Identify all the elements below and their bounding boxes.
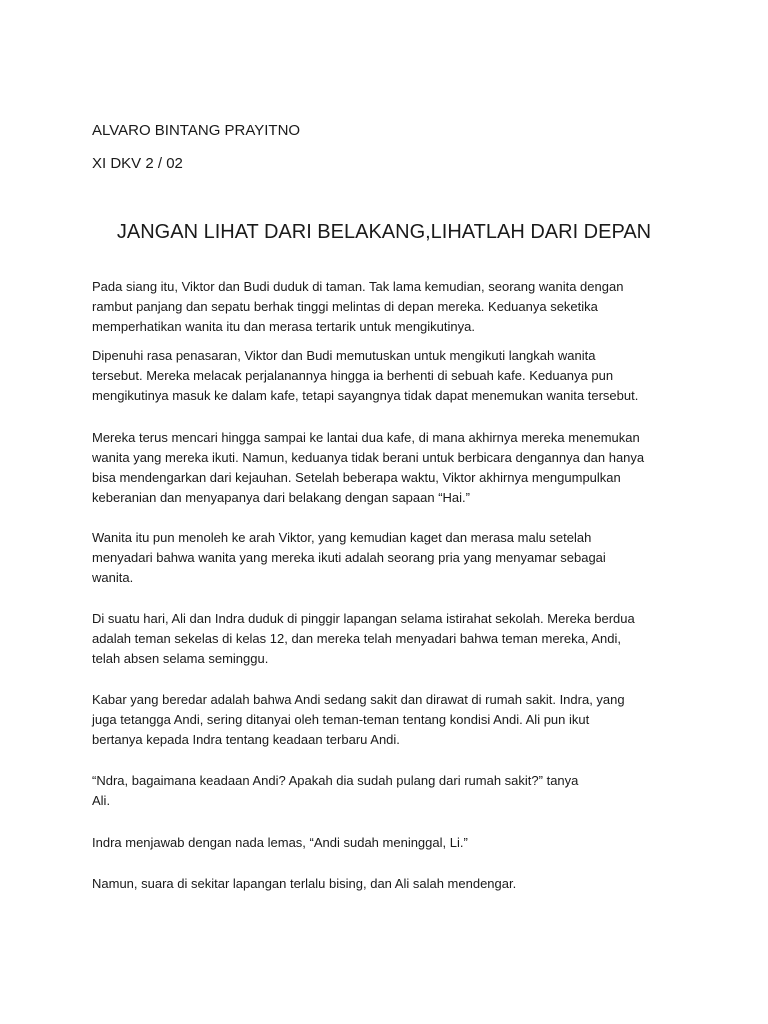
paragraph-line: keberanian dan menyapanya dari belakang dengan sapaan “Hai.” bbox=[92, 490, 470, 505]
paragraph-line: bertanya kepada Indra tentang keadaan terbaru Andi. bbox=[92, 732, 400, 747]
paragraph-line: Mereka terus mencari hingga sampai ke lantai dua kafe, di mana akhirnya mereka menemukan bbox=[92, 430, 640, 445]
document-title: JANGAN LIHAT DARI BELAKANG,LIHATLAH DARI DEPAN bbox=[116, 221, 652, 243]
class-info: XI DKV 2 / 02 bbox=[92, 155, 183, 172]
paragraph-7 bbox=[92, 771, 682, 811]
paragraph-line: adalah teman sekelas di kelas 12, dan mereka telah menyadari bahwa teman mereka, Andi, bbox=[92, 631, 621, 646]
author-name: ALVARO BINTANG PRAYITNO bbox=[92, 122, 301, 139]
paragraph-line: Pada siang itu, Viktor dan Budi duduk di taman. Tak lama kemudian, seorang wanita dengan bbox=[92, 279, 624, 294]
paragraph-line: Kabar yang beredar adalah bahwa Andi sedang sakit dan dirawat di rumah sakit. Indra, yang bbox=[92, 692, 625, 707]
paragraph-line: tersebut. Mereka melacak perjalanannya hingga ia berhenti di sebuah kafe. Keduanya pun bbox=[92, 368, 614, 383]
paragraph-6 bbox=[92, 690, 682, 750]
paragraph-line: Ali. bbox=[92, 793, 111, 808]
paragraph-line: telah absen selama seminggu. bbox=[92, 651, 269, 666]
paragraph-8 bbox=[92, 833, 682, 853]
paragraph-9 bbox=[92, 874, 682, 894]
paragraph-line: rambut panjang dan sepatu berhak tinggi melintas di depan mereka. Keduanya seketika bbox=[92, 299, 598, 314]
paragraph-5 bbox=[92, 609, 682, 669]
paragraph-line: wanita yang mereka ikuti. Namun, keduanya tidak berani untuk berbicara dengannya dan hanya bbox=[92, 450, 645, 465]
paragraph-line: menyadari bahwa wanita yang mereka ikuti adalah seorang pria yang menyamar sebagai bbox=[92, 550, 606, 565]
paragraph-line: wanita. bbox=[92, 570, 134, 585]
paragraph-line: bisa mendengarkan dari kejauhan. Setelah beberapa waktu, Viktor akhirnya mengumpulkan bbox=[92, 470, 621, 485]
paragraph-3 bbox=[92, 428, 682, 508]
paragraph-line: “Ndra, bagaimana keadaan Andi? Apakah dia sudah pulang dari rumah sakit?” tanya bbox=[92, 773, 579, 788]
paragraph-line: Di suatu hari, Ali dan Indra duduk di pinggir lapangan selama istirahat sekolah. Mereka berdua bbox=[92, 611, 635, 626]
paragraph-2 bbox=[92, 346, 682, 406]
paragraph-line: mengikutinya masuk ke dalam kafe, tetapi sayangnya tidak dapat menemukan wanita tersebut. bbox=[92, 388, 639, 403]
paragraph-1 bbox=[92, 277, 682, 337]
paragraph-line: Indra menjawab dengan nada lemas, “Andi sudah meninggal, Li.” bbox=[92, 835, 468, 850]
paragraph-line: juga tetangga Andi, sering ditanyai oleh teman-teman tentang kondisi Andi. Ali pun ikut bbox=[92, 712, 590, 727]
paragraph-4 bbox=[92, 528, 682, 588]
paragraph-line: memperhatikan wanita itu dan merasa tertarik untuk mengikutinya. bbox=[92, 319, 475, 334]
paragraph-line: Dipenuhi rasa penasaran, Viktor dan Budi memutuskan untuk mengikuti langkah wanita bbox=[92, 348, 596, 363]
paragraph-line: Wanita itu pun menoleh ke arah Viktor, yang kemudian kaget dan merasa malu setelah bbox=[92, 530, 592, 545]
paragraph-line: Namun, suara di sekitar lapangan terlalu bising, dan Ali salah mendengar. bbox=[92, 876, 517, 891]
